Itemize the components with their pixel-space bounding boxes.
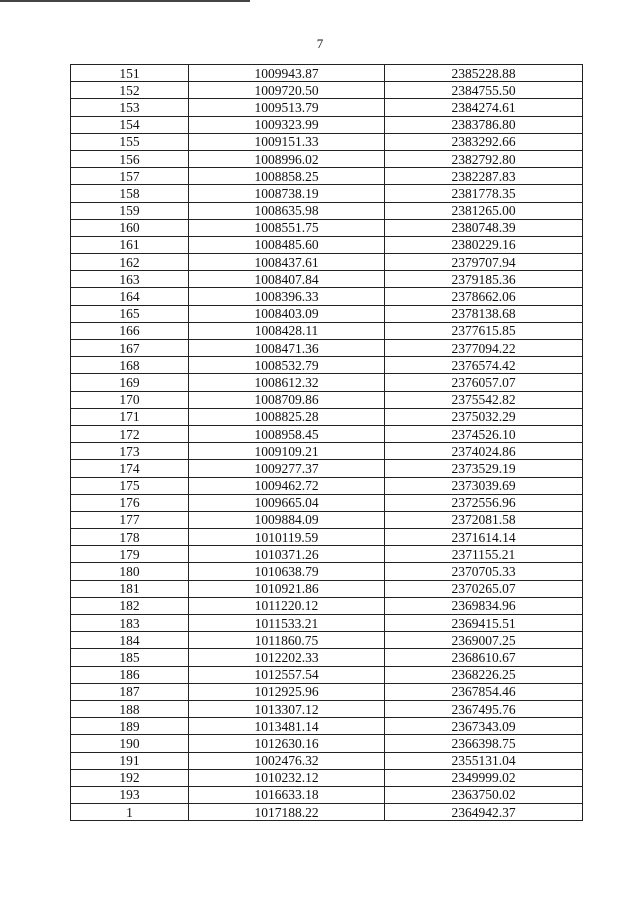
- x-coordinate-cell: 1013307.12: [189, 700, 385, 717]
- x-coordinate-cell: 1008403.09: [189, 305, 385, 322]
- x-coordinate-cell: 1010232.12: [189, 769, 385, 786]
- table-row: [71, 769, 583, 786]
- point-number-cell: 171: [71, 408, 189, 425]
- table-row: [71, 511, 583, 528]
- table-row: [71, 580, 583, 597]
- y-coordinate-cell: 2381265.00: [385, 202, 583, 219]
- x-coordinate-cell: 1012630.16: [189, 735, 385, 752]
- y-coordinate-cell: 2368226.25: [385, 666, 583, 683]
- point-number-cell: 172: [71, 425, 189, 442]
- x-coordinate-cell: 1011860.75: [189, 632, 385, 649]
- x-coordinate-cell: 1008407.84: [189, 271, 385, 288]
- table-row: [71, 408, 583, 425]
- point-number-cell: 165: [71, 305, 189, 322]
- y-coordinate-cell: 2378138.68: [385, 305, 583, 322]
- x-coordinate-cell: 1009462.72: [189, 477, 385, 494]
- x-coordinate-cell: 1008858.25: [189, 168, 385, 185]
- x-coordinate-cell: 1009109.21: [189, 443, 385, 460]
- point-number-cell: 1: [71, 804, 189, 821]
- table-row: [71, 563, 583, 580]
- point-number-cell: 160: [71, 219, 189, 236]
- table-row: [71, 82, 583, 99]
- x-coordinate-cell: 1009665.04: [189, 494, 385, 511]
- x-coordinate-cell: 1008428.11: [189, 322, 385, 339]
- point-number-cell: 179: [71, 546, 189, 563]
- point-number-cell: 183: [71, 615, 189, 632]
- point-number-cell: 175: [71, 477, 189, 494]
- table-row: [71, 99, 583, 116]
- x-coordinate-cell: 1008612.32: [189, 374, 385, 391]
- point-number-cell: 170: [71, 391, 189, 408]
- point-number-cell: 169: [71, 374, 189, 391]
- table-row: [71, 718, 583, 735]
- y-coordinate-cell: 2370705.33: [385, 563, 583, 580]
- y-coordinate-cell: 2370265.07: [385, 580, 583, 597]
- table-row: [71, 65, 583, 82]
- table-row: [71, 236, 583, 253]
- y-coordinate-cell: 2382792.80: [385, 150, 583, 167]
- point-number-cell: 153: [71, 99, 189, 116]
- x-coordinate-cell: 1008825.28: [189, 408, 385, 425]
- y-coordinate-cell: 2380229.16: [385, 236, 583, 253]
- y-coordinate-cell: 2379707.94: [385, 254, 583, 271]
- x-coordinate-cell: 1009720.50: [189, 82, 385, 99]
- y-coordinate-cell: 2372081.58: [385, 511, 583, 528]
- y-coordinate-cell: 2376057.07: [385, 374, 583, 391]
- table-row: [71, 460, 583, 477]
- point-number-cell: 167: [71, 340, 189, 357]
- point-number-cell: 155: [71, 133, 189, 150]
- x-coordinate-cell: 1016633.18: [189, 786, 385, 803]
- y-coordinate-cell: 2377094.22: [385, 340, 583, 357]
- point-number-cell: 164: [71, 288, 189, 305]
- y-coordinate-cell: 2374024.86: [385, 443, 583, 460]
- point-number-cell: 159: [71, 202, 189, 219]
- x-coordinate-cell: 1008551.75: [189, 219, 385, 236]
- y-coordinate-cell: 2383292.66: [385, 133, 583, 150]
- y-coordinate-cell: 2363750.02: [385, 786, 583, 803]
- y-coordinate-cell: 2383786.80: [385, 116, 583, 133]
- point-number-cell: 184: [71, 632, 189, 649]
- point-number-cell: 154: [71, 116, 189, 133]
- y-coordinate-cell: 2374526.10: [385, 425, 583, 442]
- x-coordinate-cell: 1009151.33: [189, 133, 385, 150]
- point-number-cell: 188: [71, 700, 189, 717]
- y-coordinate-cell: 2378662.06: [385, 288, 583, 305]
- y-coordinate-cell: 2369834.96: [385, 597, 583, 614]
- x-coordinate-cell: 1008532.79: [189, 357, 385, 374]
- point-number-cell: 190: [71, 735, 189, 752]
- point-number-cell: 173: [71, 443, 189, 460]
- x-coordinate-cell: 1010371.26: [189, 546, 385, 563]
- y-coordinate-cell: 2367495.76: [385, 700, 583, 717]
- y-coordinate-cell: 2379185.36: [385, 271, 583, 288]
- table-row: [71, 529, 583, 546]
- table-row: [71, 700, 583, 717]
- y-coordinate-cell: 2382287.83: [385, 168, 583, 185]
- point-number-cell: 166: [71, 322, 189, 339]
- table-row: [71, 804, 583, 821]
- y-coordinate-cell: 2368610.67: [385, 649, 583, 666]
- y-coordinate-cell: 2366398.75: [385, 735, 583, 752]
- x-coordinate-cell: 1008738.19: [189, 185, 385, 202]
- x-coordinate-cell: 1011533.21: [189, 615, 385, 632]
- x-coordinate-cell: 1010119.59: [189, 529, 385, 546]
- table-row: [71, 391, 583, 408]
- table-row: [71, 735, 583, 752]
- point-number-cell: 189: [71, 718, 189, 735]
- x-coordinate-cell: 1008996.02: [189, 150, 385, 167]
- y-coordinate-cell: 2355131.04: [385, 752, 583, 769]
- y-coordinate-cell: 2349999.02: [385, 769, 583, 786]
- y-coordinate-cell: 2385228.88: [385, 65, 583, 82]
- y-coordinate-cell: 2376574.42: [385, 357, 583, 374]
- table-row: [71, 666, 583, 683]
- x-coordinate-cell: 1013481.14: [189, 718, 385, 735]
- point-number-cell: 174: [71, 460, 189, 477]
- x-coordinate-cell: 1002476.32: [189, 752, 385, 769]
- x-coordinate-cell: 1010638.79: [189, 563, 385, 580]
- table-row: [71, 219, 583, 236]
- x-coordinate-cell: 1012557.54: [189, 666, 385, 683]
- y-coordinate-cell: 2369415.51: [385, 615, 583, 632]
- point-number-cell: 187: [71, 683, 189, 700]
- table-row: [71, 254, 583, 271]
- table-row: [71, 150, 583, 167]
- x-coordinate-cell: 1008471.36: [189, 340, 385, 357]
- y-coordinate-cell: 2384755.50: [385, 82, 583, 99]
- point-number-cell: 158: [71, 185, 189, 202]
- y-coordinate-cell: 2367854.46: [385, 683, 583, 700]
- y-coordinate-cell: 2375032.29: [385, 408, 583, 425]
- table-row: [71, 340, 583, 357]
- x-coordinate-cell: 1009884.09: [189, 511, 385, 528]
- table-row: [71, 649, 583, 666]
- coordinates-table: [70, 64, 583, 821]
- point-number-cell: 161: [71, 236, 189, 253]
- table-row: [71, 477, 583, 494]
- point-number-cell: 178: [71, 529, 189, 546]
- x-coordinate-cell: 1008437.61: [189, 254, 385, 271]
- y-coordinate-cell: 2373039.69: [385, 477, 583, 494]
- y-coordinate-cell: 2373529.19: [385, 460, 583, 477]
- x-coordinate-cell: 1009277.37: [189, 460, 385, 477]
- y-coordinate-cell: 2371155.21: [385, 546, 583, 563]
- page-number: 7: [316, 36, 324, 51]
- y-coordinate-cell: 2380748.39: [385, 219, 583, 236]
- y-coordinate-cell: 2367343.09: [385, 718, 583, 735]
- point-number-cell: 156: [71, 150, 189, 167]
- x-coordinate-cell: 1009943.87: [189, 65, 385, 82]
- x-coordinate-cell: 1008635.98: [189, 202, 385, 219]
- point-number-cell: 168: [71, 357, 189, 374]
- table-row: [71, 288, 583, 305]
- point-number-cell: 181: [71, 580, 189, 597]
- y-coordinate-cell: 2377615.85: [385, 322, 583, 339]
- table-row: [71, 357, 583, 374]
- table-row: [71, 425, 583, 442]
- table-row: [71, 494, 583, 511]
- table-row: [71, 305, 583, 322]
- x-coordinate-cell: 1008396.33: [189, 288, 385, 305]
- x-coordinate-cell: 1008709.86: [189, 391, 385, 408]
- point-number-cell: 182: [71, 597, 189, 614]
- y-coordinate-cell: 2384274.61: [385, 99, 583, 116]
- table-row: [71, 546, 583, 563]
- point-number-cell: 152: [71, 82, 189, 99]
- table-row: [71, 683, 583, 700]
- point-number-cell: 157: [71, 168, 189, 185]
- table-row: [71, 202, 583, 219]
- table-row: [71, 443, 583, 460]
- y-coordinate-cell: 2375542.82: [385, 391, 583, 408]
- top-rule: [0, 0, 250, 2]
- y-coordinate-cell: 2381778.35: [385, 185, 583, 202]
- table-row: [71, 322, 583, 339]
- x-coordinate-cell: 1012202.33: [189, 649, 385, 666]
- point-number-cell: 186: [71, 666, 189, 683]
- table-row: [71, 615, 583, 632]
- point-number-cell: 180: [71, 563, 189, 580]
- x-coordinate-cell: 1008958.45: [189, 425, 385, 442]
- table-row: [71, 133, 583, 150]
- y-coordinate-cell: 2369007.25: [385, 632, 583, 649]
- x-coordinate-cell: 1009323.99: [189, 116, 385, 133]
- y-coordinate-cell: 2371614.14: [385, 529, 583, 546]
- table-row: [71, 168, 583, 185]
- table-row: [71, 116, 583, 133]
- point-number-cell: 192: [71, 769, 189, 786]
- point-number-cell: 191: [71, 752, 189, 769]
- table-row: [71, 597, 583, 614]
- x-coordinate-cell: 1017188.22: [189, 804, 385, 821]
- y-coordinate-cell: 2372556.96: [385, 494, 583, 511]
- point-number-cell: 176: [71, 494, 189, 511]
- point-number-cell: 162: [71, 254, 189, 271]
- point-number-cell: 177: [71, 511, 189, 528]
- x-coordinate-cell: 1012925.96: [189, 683, 385, 700]
- table-row: [71, 786, 583, 803]
- table-row: [71, 752, 583, 769]
- point-number-cell: 193: [71, 786, 189, 803]
- point-number-cell: 163: [71, 271, 189, 288]
- point-number-cell: 185: [71, 649, 189, 666]
- table-row: [71, 271, 583, 288]
- coordinates-table-body: [71, 65, 583, 821]
- x-coordinate-cell: 1009513.79: [189, 99, 385, 116]
- table-row: [71, 632, 583, 649]
- x-coordinate-cell: 1010921.86: [189, 580, 385, 597]
- y-coordinate-cell: 2364942.37: [385, 804, 583, 821]
- x-coordinate-cell: 1011220.12: [189, 597, 385, 614]
- x-coordinate-cell: 1008485.60: [189, 236, 385, 253]
- table-row: [71, 185, 583, 202]
- table-row: [71, 374, 583, 391]
- point-number-cell: 151: [71, 65, 189, 82]
